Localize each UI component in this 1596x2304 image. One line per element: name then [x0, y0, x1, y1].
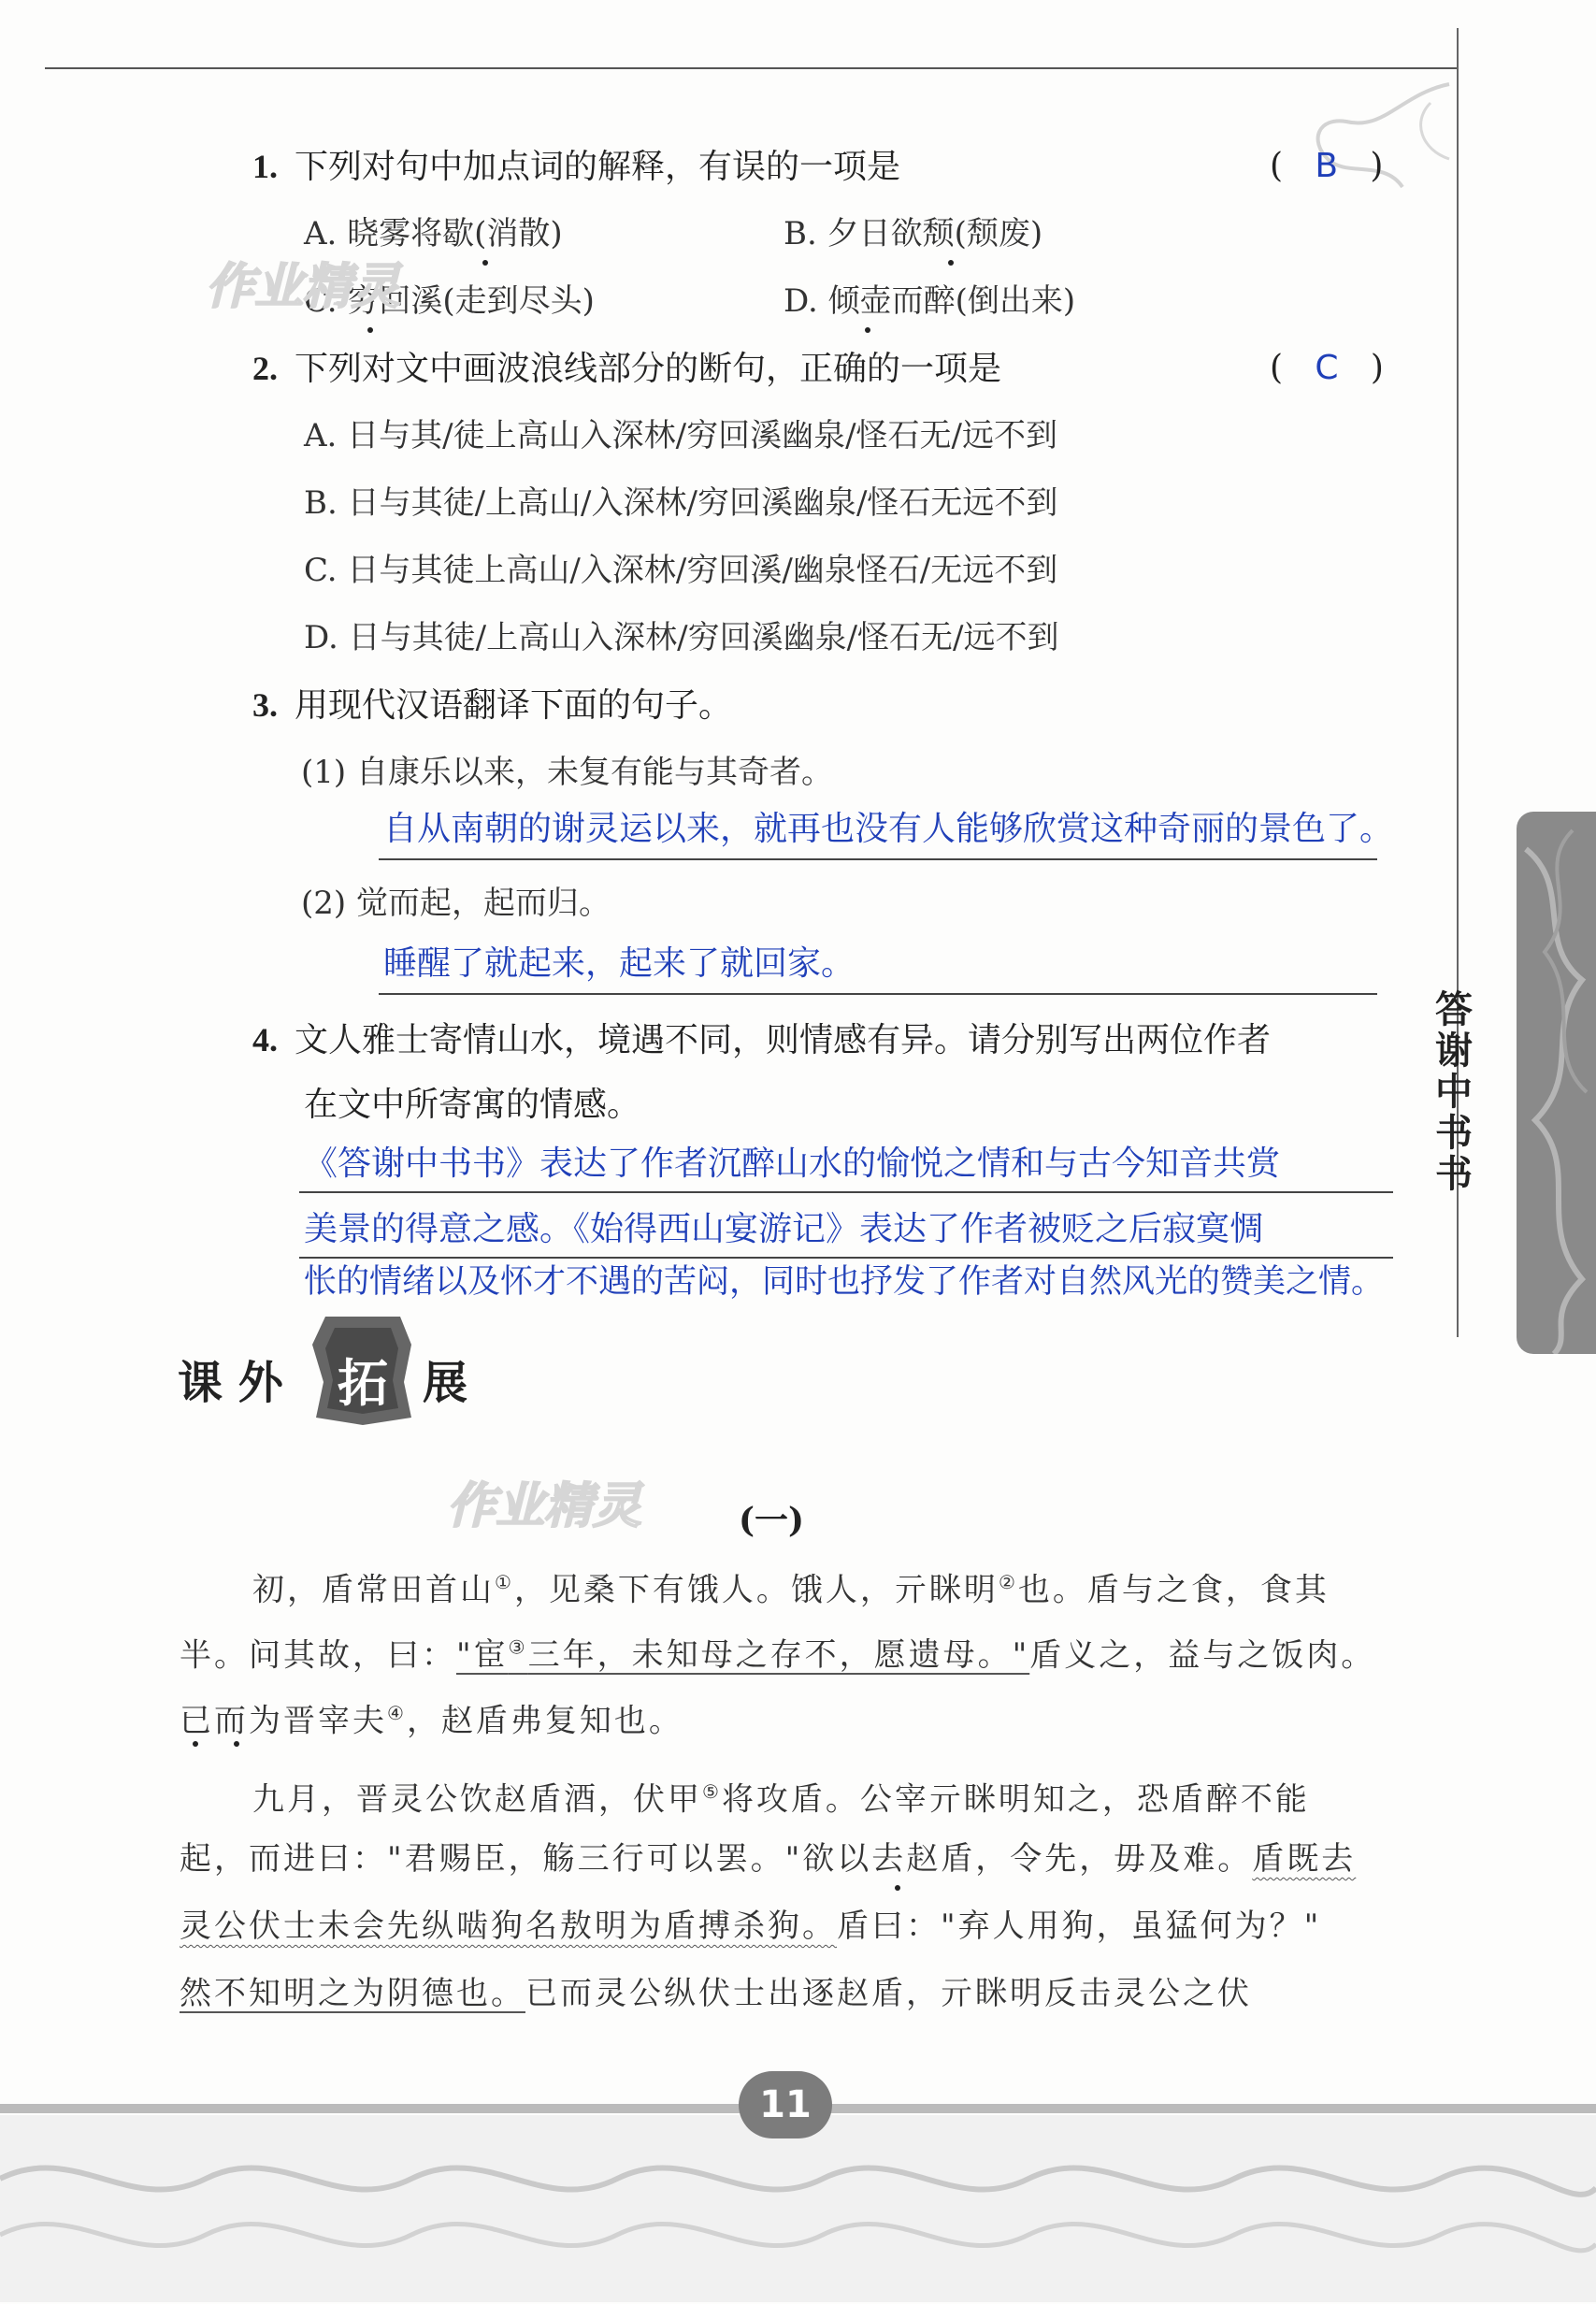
footnote-marker: ③: [508, 1636, 528, 1659]
passage-text: 将攻盾。公宰亓眯明知之，恐盾醉不能: [721, 1780, 1310, 1819]
footnote-marker: ⑤: [702, 1780, 722, 1803]
question-4: [252, 1019, 1271, 1061]
side-tab: [1517, 812, 1596, 1354]
page-number: 11: [739, 2071, 832, 2138]
emphasis-dot: [367, 327, 373, 333]
question-1-text: 下列对句中加点词的解释，有误的一项是: [295, 148, 901, 186]
passage-text: "宦: [456, 1636, 509, 1675]
emphasis-dot: [948, 260, 954, 266]
passage-text: 盾曰："弃人用狗，虽猛何为？": [837, 1908, 1322, 1945]
q2-option-a: A. 日与其/徒上高山入深林/穷回溪幽泉/怪石无/远不到: [304, 417, 1057, 454]
passage-text: 盾义之，益与之饭肉。: [1029, 1636, 1376, 1675]
q2-option-b: B. 日与其徒/上高山/入深林/穷回溪幽泉/怪石无远不到: [304, 484, 1058, 522]
passage-text: 盾既去: [1252, 1840, 1357, 1878]
passage-line: [180, 1838, 1356, 1879]
q1-option-a: A. 晓雾将歇(消散): [304, 215, 563, 252]
section-title-left: 课 外: [178, 1357, 283, 1409]
emphasis-dot: [895, 1885, 900, 1891]
passage-line: [180, 1692, 683, 1741]
footnote-marker: ①: [495, 1571, 514, 1593]
passage-line: [180, 1906, 1321, 1947]
q3-item-2-label: (2) 觉而起，起而归。: [301, 885, 611, 922]
question-1-number: 1.: [252, 148, 278, 185]
tab-pattern: [1517, 812, 1596, 1354]
passage-text: 初，盾常田首山: [252, 1571, 495, 1609]
emphasis-dot: [193, 1741, 198, 1747]
q3-item-2-answer: 睡醒了就起来，起来了就回家。: [383, 944, 856, 983]
passage-text: ，见桑下有饿人。饿人，亓眯明: [513, 1571, 999, 1609]
question-3: [252, 684, 732, 727]
watermark: 作业精灵: [206, 259, 401, 315]
section-title-right: 展: [423, 1357, 468, 1409]
q2-option-c: C. 日与其徒上高山/入深林/穷回溪/幽泉怪石/无远不到: [304, 552, 1058, 589]
answer-line: [299, 1257, 1393, 1259]
emphasis-dot: [234, 1741, 239, 1747]
q3-item-1-label: (1) 自康乐以来，未复有能与其奇者。: [301, 754, 833, 791]
header-rule: [45, 67, 1459, 69]
q1-option-d: D. 倾壶而醉(倒出来): [784, 282, 1076, 320]
side-tab-title: 答谢中书书: [1435, 988, 1473, 1196]
question-2-answer-box: ( C ): [1270, 349, 1384, 387]
question-3-number: 3.: [252, 686, 278, 724]
passage-text: 三年，未知母之存不，愿遗母。": [527, 1636, 1030, 1675]
passage-text: 半。问其故，曰：: [180, 1636, 456, 1675]
passage-text: 起，而进曰："君赐臣，觞三行可以罢。"欲以去赵盾，令先，毋及难。: [180, 1840, 1253, 1878]
answer-line: [299, 1191, 1393, 1193]
question-4-text-line2: 在文中所寄寓的情感。: [304, 1086, 641, 1124]
passage-line: [180, 1627, 1375, 1676]
question-4-number: 4.: [252, 1021, 278, 1058]
section-badge-text: 拓: [338, 1354, 388, 1413]
question-1-answer: B: [1315, 147, 1339, 185]
emphasis-dot: [865, 327, 870, 333]
passage-text: 已而为晋宰夫: [180, 1702, 387, 1740]
emphasis-dot: [482, 260, 488, 266]
passage-text: 也。盾与之食，食其: [1017, 1571, 1330, 1609]
q2-option-d: D. 日与其徒/上高山入深林/穷回溪幽泉/怪石无/远不到: [304, 619, 1059, 656]
q3-item-1-answer: 自从南朝的谢灵运以来，就再也没有人能够欣赏这种奇丽的景色了。: [383, 810, 1394, 848]
footnote-marker: ②: [998, 1571, 1018, 1593]
passage-line: [252, 1562, 1330, 1610]
passage-text: 然不知明之为阴德也。: [180, 1975, 525, 2012]
question-2: [252, 348, 1001, 390]
passage-line: [180, 1973, 1252, 2014]
q1-option-c: C. 穷回溪(走到尽头): [304, 282, 595, 320]
question-2-answer: C: [1315, 349, 1339, 387]
passage-text: 灵公伏士未会先纵啮狗名敖明为盾搏杀狗。: [180, 1908, 837, 1945]
answer-line: [379, 858, 1377, 860]
question-1-answer-box: ( B ): [1270, 147, 1384, 185]
q4-answer-line1: 《答谢中书书》表达了作者沉醉山水的愉悦之情和与古今知音共赏: [304, 1145, 1281, 1183]
passage-subheading: (一): [739, 1501, 805, 1540]
passage-line: [252, 1771, 1310, 1820]
question-4-text-line1: 文人雅士寄情山水，境遇不同，则情感有异。请分别写出两位作者: [295, 1021, 1272, 1059]
q4-answer-line3: 怅的情绪以及怀才不遇的苦闷，同时也抒发了作者对自然风光的赞美之情。: [304, 1263, 1385, 1301]
question-3-text: 用现代汉语翻译下面的句子。: [295, 686, 733, 725]
footnote-marker: ④: [387, 1702, 407, 1724]
watermark: 作业精灵: [447, 1478, 642, 1534]
q4-answer-line2: 美景的得意之感。《始得西山宴游记》表达了作者被贬之后寂寞惆: [304, 1210, 1264, 1248]
answer-line: [379, 993, 1377, 995]
q1-option-b: B. 夕日欲颓(颓废): [784, 215, 1043, 252]
passage-text: ，赵盾弗复知也。: [406, 1702, 683, 1740]
passage-text: 已而灵公纵伏士出逐赵盾，亓眯明反击灵公之伏: [525, 1975, 1252, 2012]
question-2-text: 下列对文中画波浪线部分的断句，正确的一项是: [295, 350, 1002, 388]
question-1: [252, 146, 900, 188]
passage-text: 九月，晋灵公饮赵盾酒，伏甲: [252, 1780, 702, 1819]
question-2-number: 2.: [252, 350, 278, 387]
